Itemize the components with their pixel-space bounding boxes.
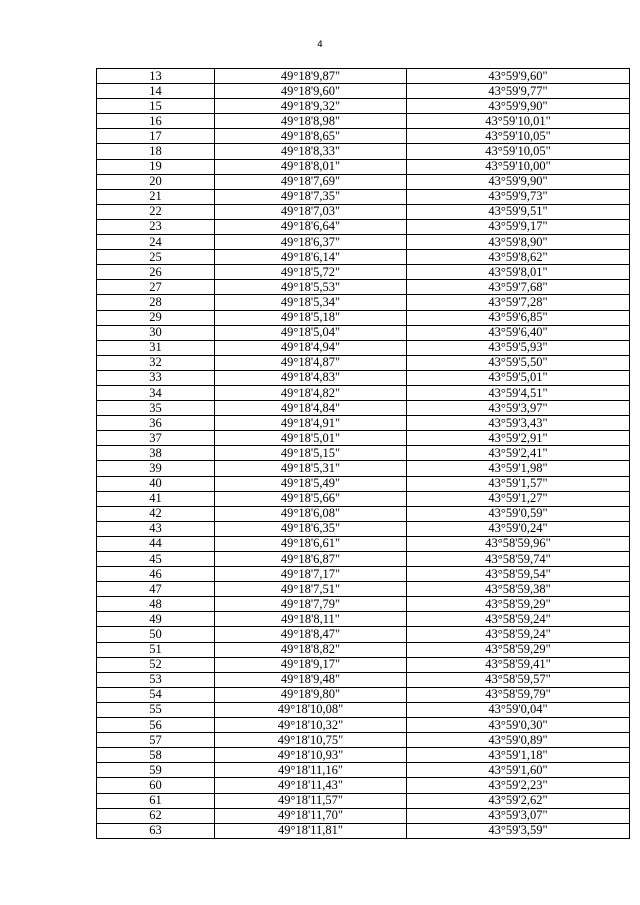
table-row — [97, 552, 630, 567]
table-row — [97, 687, 630, 702]
latitude-cell: 49°18'6,61" — [215, 536, 407, 551]
latitude-cell: 49°18'6,35" — [215, 521, 407, 536]
point-number-cell: 38 — [97, 446, 215, 461]
longitude-cell: 43°59'9,17" — [407, 219, 630, 234]
point-number-cell: 42 — [97, 506, 215, 521]
latitude-cell: 49°18'4,82" — [215, 385, 407, 400]
table-row — [97, 340, 630, 355]
latitude-cell: 49°18'5,34" — [215, 295, 407, 310]
table-row — [97, 325, 630, 340]
point-number-cell: 50 — [97, 627, 215, 642]
point-number-cell: 51 — [97, 642, 215, 657]
longitude-cell: 43°59'6,40" — [407, 325, 630, 340]
longitude-cell: 43°58'59,29" — [407, 642, 630, 657]
longitude-cell: 43°59'10,05" — [407, 129, 630, 144]
latitude-cell: 49°18'10,08" — [215, 702, 407, 717]
longitude-cell: 43°59'9,77" — [407, 84, 630, 99]
point-number-cell: 60 — [97, 778, 215, 793]
latitude-cell: 49°18'7,79" — [215, 597, 407, 612]
latitude-cell: 49°18'7,03" — [215, 204, 407, 219]
longitude-cell: 43°59'7,68" — [407, 280, 630, 295]
point-number-cell: 31 — [97, 340, 215, 355]
table-row — [97, 416, 630, 431]
table-row — [97, 250, 630, 265]
table-row — [97, 536, 630, 551]
latitude-cell: 49°18'9,48" — [215, 672, 407, 687]
latitude-cell: 49°18'4,83" — [215, 370, 407, 385]
longitude-cell: 43°58'59,96" — [407, 536, 630, 551]
longitude-cell: 43°58'59,54" — [407, 567, 630, 582]
longitude-cell: 43°59'8,01" — [407, 265, 630, 280]
point-number-cell: 35 — [97, 401, 215, 416]
longitude-cell: 43°59'3,07" — [407, 808, 630, 823]
coordinates-table — [96, 68, 630, 839]
table-row — [97, 672, 630, 687]
latitude-cell: 49°18'5,15" — [215, 446, 407, 461]
point-number-cell: 47 — [97, 582, 215, 597]
point-number-cell: 28 — [97, 295, 215, 310]
table-row — [97, 521, 630, 536]
latitude-cell: 49°18'6,87" — [215, 552, 407, 567]
table-row — [97, 129, 630, 144]
point-number-cell: 20 — [97, 174, 215, 189]
longitude-cell: 43°59'8,62" — [407, 250, 630, 265]
table-row — [97, 265, 630, 280]
longitude-cell: 43°59'5,93" — [407, 340, 630, 355]
point-number-cell: 14 — [97, 84, 215, 99]
longitude-cell: 43°58'59,57" — [407, 672, 630, 687]
longitude-cell: 43°59'1,18" — [407, 748, 630, 763]
longitude-cell: 43°59'0,04" — [407, 702, 630, 717]
table-row — [97, 310, 630, 325]
table-row — [97, 748, 630, 763]
longitude-cell: 43°59'10,01" — [407, 114, 630, 129]
latitude-cell: 49°18'8,33" — [215, 144, 407, 159]
page-number: 4 — [317, 40, 323, 50]
point-number-cell: 27 — [97, 280, 215, 295]
longitude-cell: 43°59'9,90" — [407, 99, 630, 114]
table-row — [97, 718, 630, 733]
latitude-cell: 49°18'5,49" — [215, 476, 407, 491]
longitude-cell: 43°59'2,91" — [407, 431, 630, 446]
latitude-cell: 49°18'4,91" — [215, 416, 407, 431]
point-number-cell: 25 — [97, 250, 215, 265]
table-row — [97, 612, 630, 627]
latitude-cell: 49°18'8,11" — [215, 612, 407, 627]
longitude-cell: 43°59'9,90" — [407, 174, 630, 189]
longitude-cell: 43°59'1,27" — [407, 491, 630, 506]
point-number-cell: 34 — [97, 385, 215, 400]
longitude-cell: 43°58'59,24" — [407, 612, 630, 627]
latitude-cell: 49°18'11,43" — [215, 778, 407, 793]
table-row — [97, 159, 630, 174]
table-row — [97, 506, 630, 521]
point-number-cell: 30 — [97, 325, 215, 340]
latitude-cell: 49°18'11,81" — [215, 823, 407, 838]
longitude-cell: 43°59'9,73" — [407, 189, 630, 204]
longitude-cell: 43°59'3,59" — [407, 823, 630, 838]
latitude-cell: 49°18'11,70" — [215, 808, 407, 823]
latitude-cell: 49°18'4,84" — [215, 401, 407, 416]
latitude-cell: 49°18'10,93" — [215, 748, 407, 763]
longitude-cell: 43°58'59,41" — [407, 657, 630, 672]
longitude-cell: 43°58'59,29" — [407, 597, 630, 612]
table-row — [97, 204, 630, 219]
table-row — [97, 114, 630, 129]
longitude-cell: 43°59'3,97" — [407, 401, 630, 416]
table-row — [97, 280, 630, 295]
latitude-cell: 49°18'4,87" — [215, 355, 407, 370]
latitude-cell: 49°18'7,51" — [215, 582, 407, 597]
table-row — [97, 793, 630, 808]
point-number-cell: 18 — [97, 144, 215, 159]
table-row — [97, 295, 630, 310]
longitude-cell: 43°59'5,01" — [407, 370, 630, 385]
longitude-cell: 43°59'1,98" — [407, 461, 630, 476]
latitude-cell: 49°18'5,04" — [215, 325, 407, 340]
point-number-cell: 54 — [97, 687, 215, 702]
table-row — [97, 582, 630, 597]
latitude-cell: 49°18'7,69" — [215, 174, 407, 189]
latitude-cell: 49°18'8,47" — [215, 627, 407, 642]
point-number-cell: 55 — [97, 702, 215, 717]
longitude-cell: 43°59'10,05" — [407, 144, 630, 159]
point-number-cell: 40 — [97, 476, 215, 491]
longitude-cell: 43°58'59,24" — [407, 627, 630, 642]
latitude-cell: 49°18'8,01" — [215, 159, 407, 174]
longitude-cell: 43°59'0,59" — [407, 506, 630, 521]
longitude-cell: 43°59'1,57" — [407, 476, 630, 491]
point-number-cell: 53 — [97, 672, 215, 687]
longitude-cell: 43°59'3,43" — [407, 416, 630, 431]
table-row — [97, 778, 630, 793]
latitude-cell: 49°18'5,66" — [215, 491, 407, 506]
table-row — [97, 370, 630, 385]
table-row — [97, 642, 630, 657]
longitude-cell: 43°59'2,62" — [407, 793, 630, 808]
table-row — [97, 446, 630, 461]
latitude-cell: 49°18'7,17" — [215, 567, 407, 582]
longitude-cell: 43°59'4,51" — [407, 385, 630, 400]
table-row — [97, 84, 630, 99]
longitude-cell: 43°59'0,24" — [407, 521, 630, 536]
table-row — [97, 597, 630, 612]
latitude-cell: 49°18'9,17" — [215, 657, 407, 672]
table-row — [97, 174, 630, 189]
latitude-cell: 49°18'9,80" — [215, 687, 407, 702]
point-number-cell: 24 — [97, 235, 215, 250]
point-number-cell: 63 — [97, 823, 215, 838]
point-number-cell: 16 — [97, 114, 215, 129]
latitude-cell: 49°18'5,18" — [215, 310, 407, 325]
table-row — [97, 144, 630, 159]
latitude-cell: 49°18'11,16" — [215, 763, 407, 778]
latitude-cell: 49°18'5,01" — [215, 431, 407, 446]
point-number-cell: 26 — [97, 265, 215, 280]
longitude-cell: 43°58'59,79" — [407, 687, 630, 702]
point-number-cell: 57 — [97, 733, 215, 748]
latitude-cell: 49°18'11,57" — [215, 793, 407, 808]
point-number-cell: 29 — [97, 310, 215, 325]
point-number-cell: 22 — [97, 204, 215, 219]
latitude-cell: 49°18'10,32" — [215, 718, 407, 733]
latitude-cell: 49°18'4,94" — [215, 340, 407, 355]
point-number-cell: 41 — [97, 491, 215, 506]
point-number-cell: 33 — [97, 370, 215, 385]
point-number-cell: 39 — [97, 461, 215, 476]
table-row — [97, 355, 630, 370]
point-number-cell: 45 — [97, 552, 215, 567]
point-number-cell: 46 — [97, 567, 215, 582]
table-row — [97, 627, 630, 642]
longitude-cell: 43°59'2,23" — [407, 778, 630, 793]
longitude-cell: 43°59'5,50" — [407, 355, 630, 370]
longitude-cell: 43°59'8,90" — [407, 235, 630, 250]
point-number-cell: 59 — [97, 763, 215, 778]
point-number-cell: 21 — [97, 189, 215, 204]
latitude-cell: 49°18'6,08" — [215, 506, 407, 521]
table-row — [97, 461, 630, 476]
table-row — [97, 431, 630, 446]
longitude-cell: 43°59'0,89" — [407, 733, 630, 748]
latitude-cell: 49°18'6,64" — [215, 219, 407, 234]
point-number-cell: 43 — [97, 521, 215, 536]
table-row — [97, 491, 630, 506]
latitude-cell: 49°18'9,32" — [215, 99, 407, 114]
point-number-cell: 37 — [97, 431, 215, 446]
table-row — [97, 69, 630, 84]
longitude-cell: 43°58'59,74" — [407, 552, 630, 567]
table-row — [97, 657, 630, 672]
point-number-cell: 32 — [97, 355, 215, 370]
point-number-cell: 62 — [97, 808, 215, 823]
latitude-cell: 49°18'5,31" — [215, 461, 407, 476]
longitude-cell: 43°59'0,30" — [407, 718, 630, 733]
coordinates-table-body — [97, 69, 630, 839]
latitude-cell: 49°18'8,98" — [215, 114, 407, 129]
table-row — [97, 189, 630, 204]
latitude-cell: 49°18'6,14" — [215, 250, 407, 265]
latitude-cell: 49°18'10,75" — [215, 733, 407, 748]
longitude-cell: 43°59'10,00" — [407, 159, 630, 174]
table-row — [97, 702, 630, 717]
table-row — [97, 763, 630, 778]
table-row — [97, 476, 630, 491]
point-number-cell: 19 — [97, 159, 215, 174]
latitude-cell: 49°18'5,53" — [215, 280, 407, 295]
point-number-cell: 58 — [97, 748, 215, 763]
longitude-cell: 43°58'59,38" — [407, 582, 630, 597]
latitude-cell: 49°18'8,82" — [215, 642, 407, 657]
latitude-cell: 49°18'8,65" — [215, 129, 407, 144]
table-row — [97, 235, 630, 250]
latitude-cell: 49°18'9,60" — [215, 84, 407, 99]
latitude-cell: 49°18'6,37" — [215, 235, 407, 250]
table-row — [97, 99, 630, 114]
point-number-cell: 56 — [97, 718, 215, 733]
point-number-cell: 23 — [97, 219, 215, 234]
longitude-cell: 43°59'2,41" — [407, 446, 630, 461]
point-number-cell: 52 — [97, 657, 215, 672]
point-number-cell: 61 — [97, 793, 215, 808]
table-row — [97, 808, 630, 823]
longitude-cell: 43°59'9,51" — [407, 204, 630, 219]
table-row — [97, 219, 630, 234]
latitude-cell: 49°18'9,87" — [215, 69, 407, 84]
point-number-cell: 44 — [97, 536, 215, 551]
point-number-cell: 17 — [97, 129, 215, 144]
longitude-cell: 43°59'1,60" — [407, 763, 630, 778]
point-number-cell: 13 — [97, 69, 215, 84]
latitude-cell: 49°18'7,35" — [215, 189, 407, 204]
latitude-cell: 49°18'5,72" — [215, 265, 407, 280]
longitude-cell: 43°59'7,28" — [407, 295, 630, 310]
point-number-cell: 48 — [97, 597, 215, 612]
table-row — [97, 385, 630, 400]
table-row — [97, 733, 630, 748]
table-row — [97, 567, 630, 582]
table-row — [97, 823, 630, 838]
point-number-cell: 49 — [97, 612, 215, 627]
longitude-cell: 43°59'9,60" — [407, 69, 630, 84]
point-number-cell: 15 — [97, 99, 215, 114]
longitude-cell: 43°59'6,85" — [407, 310, 630, 325]
table-row — [97, 401, 630, 416]
point-number-cell: 36 — [97, 416, 215, 431]
